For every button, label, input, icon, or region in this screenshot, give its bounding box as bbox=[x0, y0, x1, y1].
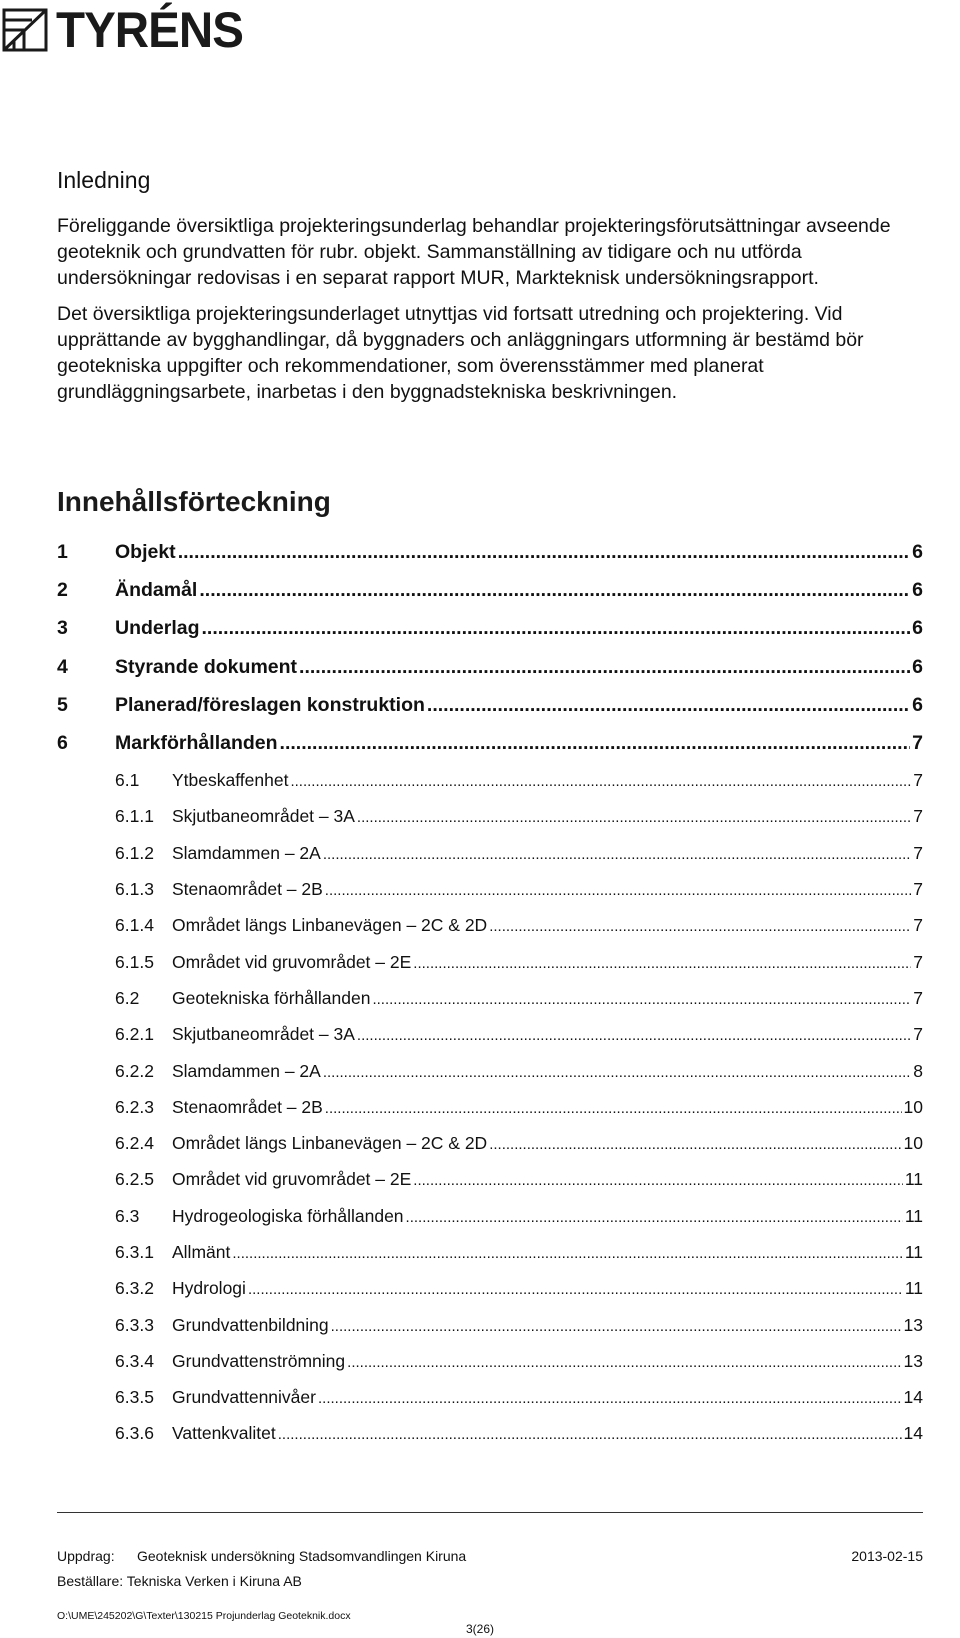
table-of-contents bbox=[57, 541, 923, 1460]
toc-entry[interactable] bbox=[57, 1097, 923, 1133]
toc-entry[interactable] bbox=[57, 541, 923, 579]
toc-entry-page: 11 bbox=[904, 1241, 923, 1262]
toc-entry-page: 7 bbox=[913, 951, 923, 972]
toc-entry-number: 6.2.3 bbox=[115, 1096, 154, 1117]
toc-entry[interactable] bbox=[57, 1206, 923, 1242]
toc-dot-leader bbox=[299, 656, 910, 679]
toc-entry[interactable] bbox=[57, 656, 923, 694]
toc-title: Innehållsförteckning bbox=[57, 486, 331, 517]
toc-entry-page: 7 bbox=[913, 1024, 923, 1045]
toc-entry-title: Stenaområdet – 2B bbox=[172, 1096, 323, 1117]
footer-assignment-value: Geoteknisk undersökning Stadsomvandlingen Kiruna bbox=[137, 1548, 467, 1564]
toc-entry-page: 14 bbox=[903, 1423, 923, 1444]
toc-entry-number: 6.2 bbox=[115, 987, 140, 1008]
toc-entry-page: 11 bbox=[904, 1169, 923, 1190]
toc-dot-leader bbox=[278, 1426, 902, 1443]
toc-entry-page: 11 bbox=[904, 1205, 923, 1226]
toc-entry-page: 7 bbox=[913, 879, 923, 900]
toc-entry-title: Grundvattennivåer bbox=[172, 1387, 316, 1408]
toc-entry[interactable] bbox=[57, 879, 923, 915]
toc-entry-title: Hydrogeologiska förhållanden bbox=[172, 1205, 404, 1226]
toc-entry-number: 6.1.4 bbox=[115, 915, 154, 936]
toc-entry[interactable] bbox=[57, 1387, 923, 1423]
toc-dot-leader bbox=[280, 732, 911, 755]
toc-dot-leader bbox=[489, 918, 911, 935]
toc-dot-leader bbox=[347, 1354, 901, 1371]
footer-assignment bbox=[57, 1547, 466, 1565]
toc-entry-title: Underlag bbox=[115, 617, 200, 640]
toc-entry-title: Vattenkvalitet bbox=[172, 1423, 276, 1444]
toc-entry[interactable] bbox=[57, 1423, 923, 1459]
toc-entry[interactable] bbox=[57, 694, 923, 732]
toc-dot-leader bbox=[406, 1209, 903, 1226]
toc-entry-number: 6.3 bbox=[115, 1205, 140, 1226]
toc-entry[interactable] bbox=[57, 617, 923, 655]
toc-entry[interactable] bbox=[57, 806, 923, 842]
toc-entry[interactable] bbox=[57, 915, 923, 951]
toc-entry-page: 8 bbox=[913, 1060, 923, 1081]
toc-dot-leader bbox=[357, 1027, 911, 1044]
toc-dot-leader bbox=[427, 694, 910, 717]
toc-entry-number: 6.1 bbox=[115, 770, 140, 791]
toc-dot-leader bbox=[199, 579, 910, 602]
toc-entry[interactable] bbox=[57, 1278, 923, 1314]
toc-entry-title: Markförhållanden bbox=[115, 731, 278, 754]
toc-entry[interactable] bbox=[57, 1133, 923, 1169]
toc-entry-number: 6.2.5 bbox=[115, 1169, 154, 1190]
toc-entry-page: 7 bbox=[913, 770, 923, 791]
toc-dot-leader bbox=[323, 846, 911, 863]
toc-entry-page: 14 bbox=[903, 1387, 923, 1408]
toc-entry-page: 6 bbox=[912, 617, 923, 640]
toc-entry-title: Stenaområdet – 2B bbox=[172, 879, 323, 900]
toc-dot-leader bbox=[413, 1172, 903, 1189]
toc-entry-title: Området vid gruvområdet – 2E bbox=[172, 1169, 412, 1190]
toc-entry-number: 6.2.1 bbox=[115, 1024, 154, 1045]
toc-entry-page: 7 bbox=[913, 915, 923, 936]
toc-entry-number: 6.1.2 bbox=[115, 842, 154, 863]
toc-entry-page: 11 bbox=[904, 1278, 923, 1299]
toc-entry-title: Området längs Linbanevägen – 2C & 2D bbox=[172, 1133, 488, 1154]
toc-entry[interactable] bbox=[57, 1351, 923, 1387]
page-number: 3(26) bbox=[465, 1622, 494, 1636]
toc-entry-title: Allmänt bbox=[172, 1241, 231, 1262]
toc-entry-number: 3 bbox=[57, 617, 68, 640]
footer-file-path: O:\UME\245202\G\Texter\130215 Projunderlag Geoteknik.docx bbox=[57, 1610, 351, 1622]
toc-entry[interactable] bbox=[57, 1061, 923, 1097]
toc-entry[interactable] bbox=[57, 988, 923, 1024]
toc-dot-leader bbox=[248, 1281, 903, 1298]
toc-dot-leader bbox=[372, 991, 911, 1008]
toc-entry[interactable] bbox=[57, 1315, 923, 1351]
toc-entry[interactable] bbox=[57, 770, 923, 806]
toc-entry-number: 5 bbox=[57, 693, 68, 716]
toc-entry-title: Objekt bbox=[115, 541, 176, 563]
toc-entry-title: Ändamål bbox=[115, 579, 198, 602]
logo-text: TYRÉNS bbox=[56, 2, 243, 58]
footer-client: Beställare: Tekniska Verken i Kiruna AB bbox=[57, 1573, 302, 1589]
toc-dot-leader bbox=[325, 882, 911, 899]
toc-entry-title: Planerad/föreslagen konstruktion bbox=[115, 693, 425, 716]
toc-entry[interactable] bbox=[57, 952, 923, 988]
toc-entry-page: 6 bbox=[912, 693, 923, 716]
footer-divider bbox=[57, 1512, 923, 1513]
toc-entry-title: Hydrologi bbox=[172, 1278, 246, 1299]
toc-entry-number: 6.3.6 bbox=[115, 1423, 154, 1444]
toc-entry-title: Slamdammen – 2A bbox=[172, 842, 321, 863]
intro-section bbox=[57, 165, 937, 405]
toc-entry-number: 6.3.2 bbox=[115, 1278, 154, 1299]
toc-entry[interactable] bbox=[57, 732, 923, 770]
company-logo bbox=[2, 2, 253, 58]
toc-dot-leader bbox=[323, 1064, 911, 1081]
toc-dot-leader bbox=[178, 541, 910, 564]
toc-entry-number: 6.2.4 bbox=[115, 1133, 154, 1154]
toc-entry-title: Området längs Linbanevägen – 2C & 2D bbox=[172, 915, 488, 936]
toc-entry[interactable] bbox=[57, 843, 923, 879]
toc-entry[interactable] bbox=[57, 1169, 923, 1205]
toc-dot-leader bbox=[489, 1136, 901, 1153]
toc-dot-leader bbox=[357, 809, 911, 826]
toc-dot-leader bbox=[290, 773, 911, 790]
toc-dot-leader bbox=[318, 1390, 902, 1407]
toc-entry-page: 7 bbox=[913, 842, 923, 863]
toc-entry[interactable] bbox=[57, 1024, 923, 1060]
toc-entry-number: 6.1.5 bbox=[115, 951, 154, 972]
toc-entry-number: 6.3.4 bbox=[115, 1350, 154, 1371]
toc-entry-title: Skjutbaneområdet – 3A bbox=[172, 806, 355, 827]
toc-entry-page: 7 bbox=[913, 987, 923, 1008]
toc-entry-page: 10 bbox=[903, 1133, 923, 1154]
toc-entry-page: 6 bbox=[912, 579, 923, 602]
toc-entry-page: 7 bbox=[912, 731, 923, 754]
toc-dot-leader bbox=[325, 1100, 902, 1117]
toc-entry-page: 13 bbox=[903, 1314, 923, 1335]
toc-entry-page: 6 bbox=[912, 655, 923, 678]
toc-dot-leader bbox=[413, 955, 911, 972]
toc-entry-number: 6.3.1 bbox=[115, 1241, 154, 1262]
toc-dot-leader bbox=[232, 1245, 902, 1262]
intro-paragraph-1: Föreliggande översiktliga projekteringsunderlag behandlar projekteringsförutsättningar avseende geoteknik och grundvatten för rubr. objekt. Sammanställning av tidigare och nu utförda undersökningar redovisas i en separat rapport MUR, Markteknisk undersökningsrapport. bbox=[57, 215, 891, 289]
toc-entry-title: Geotekniska förhållanden bbox=[172, 987, 371, 1008]
toc-dot-leader bbox=[202, 617, 911, 640]
footer-date: 2013-02-15 bbox=[851, 1548, 923, 1564]
toc-entry-title: Grundvattenbildning bbox=[172, 1314, 329, 1335]
toc-entry[interactable] bbox=[57, 579, 923, 617]
toc-entry-number: 2 bbox=[57, 579, 68, 602]
toc-entry-number: 1 bbox=[57, 541, 68, 563]
toc-entry-title: Skjutbaneområdet – 3A bbox=[172, 1024, 355, 1045]
toc-entry-number: 6 bbox=[57, 731, 68, 754]
toc-entry-title: Slamdammen – 2A bbox=[172, 1060, 321, 1081]
intro-paragraph-2: Det översiktliga projekteringsunderlaget utnyttjas vid fortsatt utredning och projektering. Vid upprättande av bygghandlingar, då byggnaders och anläggningars utformning är bestämd bör geotekniska uppgifter och rekommendationer, som överensstämmer med planerat grundläggningsarbete, inarbetas i den byggnadstekniska beskrivningen. bbox=[57, 303, 864, 403]
footer-assignment-label: Uppdrag: bbox=[57, 1548, 115, 1564]
toc-entry-page: 10 bbox=[903, 1096, 923, 1117]
toc-entry-number: 6.3.5 bbox=[115, 1387, 154, 1408]
toc-entry-number: 6.3.3 bbox=[115, 1314, 154, 1335]
toc-entry-number: 6.1.1 bbox=[115, 806, 154, 827]
intro-heading: Inledning bbox=[57, 167, 151, 193]
toc-entry[interactable] bbox=[57, 1242, 923, 1278]
toc-entry-page: 6 bbox=[912, 541, 923, 563]
toc-entry-title: Ytbeskaffenhet bbox=[172, 770, 289, 791]
toc-entry-number: 4 bbox=[57, 655, 68, 678]
toc-entry-number: 6.1.3 bbox=[115, 879, 154, 900]
tyrens-logo-icon bbox=[2, 8, 48, 52]
toc-entry-page: 13 bbox=[903, 1350, 923, 1371]
toc-entry-number: 6.2.2 bbox=[115, 1060, 154, 1081]
toc-dot-leader bbox=[331, 1318, 902, 1335]
toc-entry-page: 7 bbox=[913, 806, 923, 827]
toc-entry-title: Grundvattenströmning bbox=[172, 1350, 346, 1371]
toc-entry-title: Styrande dokument bbox=[115, 655, 298, 678]
toc-entry-title: Området vid gruvområdet – 2E bbox=[172, 951, 412, 972]
